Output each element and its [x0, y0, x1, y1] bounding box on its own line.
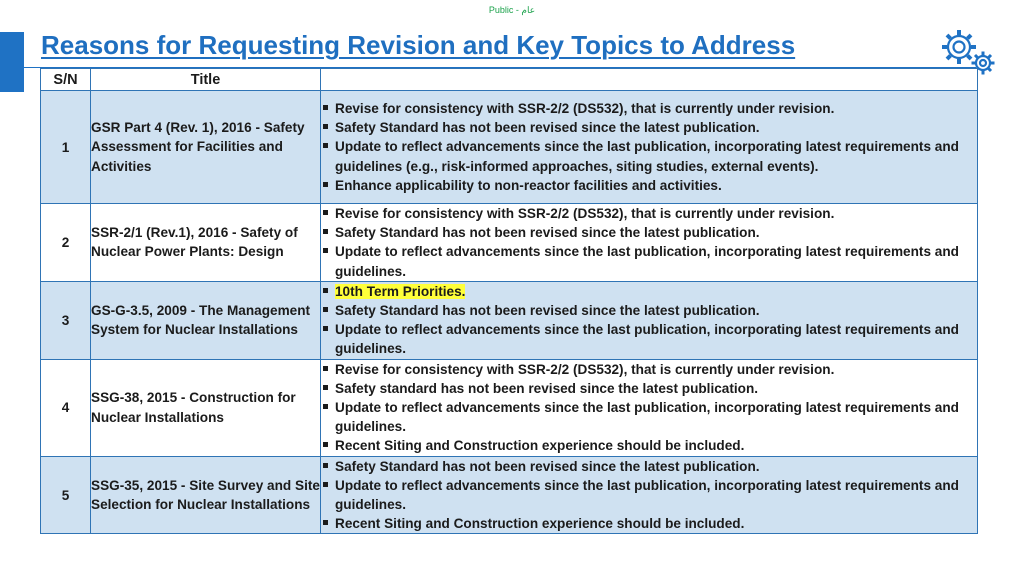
- topic-bullet: Enhance applicability to non-reactor facilities and activities.: [321, 176, 977, 195]
- topic-bullet: Safety Standard has not been revised since the latest publication.: [321, 301, 977, 320]
- topic-bullet: Update to reflect advancements since the last publication, incorporating latest requirements and guidelines.: [321, 242, 977, 280]
- column-header-topics: [321, 69, 978, 91]
- row-title: SSR-2/1 (Rev.1), 2016 - Safety of Nuclear Power Plants: Design: [91, 204, 321, 282]
- table-row: [41, 281, 978, 359]
- row-topics: [321, 456, 978, 534]
- topic-bullet: Update to reflect advancements since the last publication, incorporating latest requirements and guidelines (e.g., risk-informed approaches, siting studies, external events).: [321, 137, 977, 175]
- topic-bullet: Revise for consistency with SSR-2/2 (DS532), that is currently under revision.: [321, 204, 977, 223]
- row-topics: [321, 359, 978, 456]
- column-header-sn: S/N: [41, 69, 91, 91]
- row-sn: 3: [41, 281, 91, 359]
- row-sn: 2: [41, 204, 91, 282]
- row-sn: 5: [41, 456, 91, 534]
- revision-table: [40, 68, 978, 534]
- topic-bullet: Revise for consistency with SSR-2/2 (DS532), that is currently under revision.: [321, 99, 977, 118]
- topic-bullet: Recent Siting and Construction experience should be included.: [321, 436, 977, 455]
- row-topics: [321, 91, 978, 204]
- topic-bullet: Update to reflect advancements since the last publication, incorporating latest requirements and guidelines.: [321, 398, 977, 436]
- table-row: [41, 91, 978, 204]
- table-row: [41, 359, 978, 456]
- row-title: SSG-35, 2015 - Site Survey and Site Selection for Nuclear Installations: [91, 456, 321, 534]
- row-sn: 1: [41, 91, 91, 204]
- table-header-row: [41, 69, 978, 91]
- topic-bullet: Recent Siting and Construction experience should be included.: [321, 514, 977, 533]
- topic-bullet: Safety standard has not been revised since the latest publication.: [321, 379, 977, 398]
- row-title: GSR Part 4 (Rev. 1), 2016 - Safety Assessment for Facilities and Activities: [91, 91, 321, 204]
- row-title: SSG-38, 2015 - Construction for Nuclear Installations: [91, 359, 321, 456]
- row-sn: 4: [41, 359, 91, 456]
- topic-bullet: Safety Standard has not been revised since the latest publication.: [321, 223, 977, 242]
- accent-bar: [0, 32, 24, 92]
- row-title: GS-G-3.5, 2009 - The Management System for Nuclear Installations: [91, 281, 321, 359]
- topic-bullet: Revise for consistency with SSR-2/2 (DS532), that is currently under revision.: [321, 360, 977, 379]
- row-topics: [321, 204, 978, 282]
- classification-label: Public - عام: [488, 5, 536, 15]
- table-row: [41, 204, 978, 282]
- topic-bullet: Safety Standard has not been revised since the latest publication.: [321, 118, 977, 137]
- highlighted-priority: 10th Term Priorities.: [335, 283, 466, 299]
- column-header-title: Title: [91, 69, 321, 91]
- topic-bullet: Safety Standard has not been revised since the latest publication.: [321, 457, 977, 476]
- page-title: Reasons for Requesting Revision and Key Topics to Address: [41, 30, 796, 60]
- topic-bullet: Update to reflect advancements since the last publication, incorporating latest requirements and guidelines.: [321, 476, 977, 514]
- table-row: [41, 456, 978, 534]
- row-topics: [321, 281, 978, 359]
- topic-bullet: [321, 282, 977, 301]
- topic-bullet: Update to reflect advancements since the last publication, incorporating latest requirements and guidelines.: [321, 320, 977, 358]
